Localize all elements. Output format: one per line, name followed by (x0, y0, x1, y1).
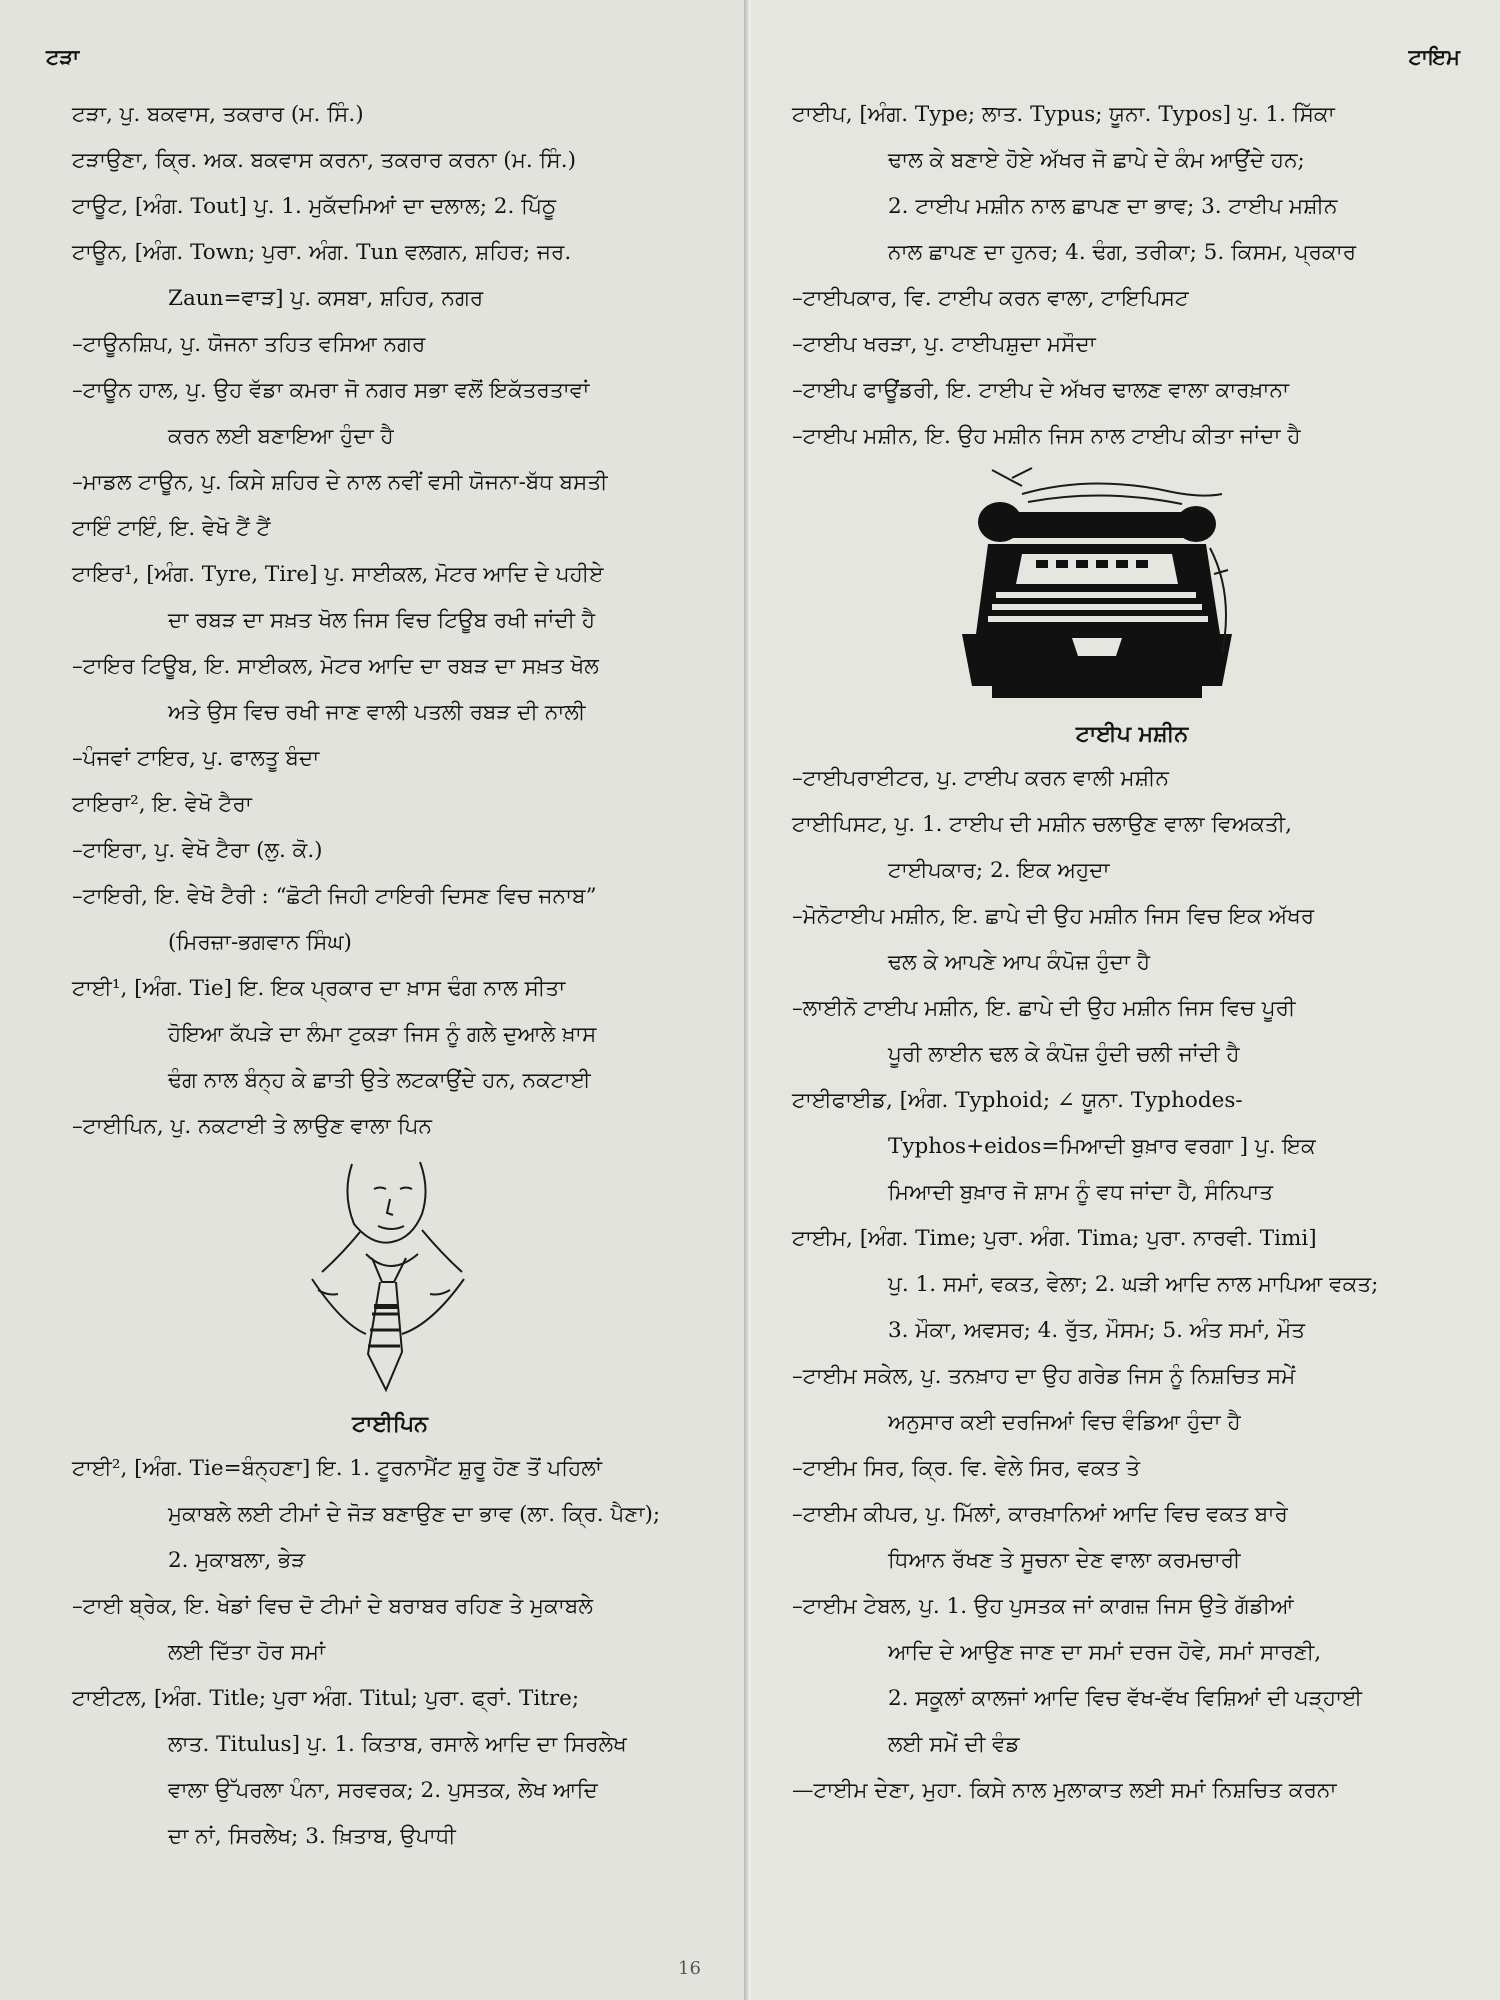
entry-continuation: ਮਿਆਦੀ ਬੁਖ਼ਾਰ ਜੋ ਸ਼ਾਮ ਨੂੰ ਵਧ ਜਾਂਦਾ ਹੈ, ਸੰਨਿਪਾਤ (888, 1180, 1274, 1205)
dictionary-entry (792, 1768, 1472, 1814)
dictionary-entry (72, 322, 708, 368)
dictionary-entry (72, 1584, 708, 1676)
dictionary-entry (72, 368, 708, 460)
entry-continuation: Typhos+eidos=ਮਿਆਦੀ ਬੁਖ਼ਾਰ ਵਰਗਾ ] ਪੁ. ਇਕ (888, 1134, 1316, 1159)
entry-headline: ਟਾਊਟ, [ਅੰਗ. Tout] ਪੁ. 1. ਮੁਕੱਦਮਿਆਂ ਦਾ ਦਲਾਲ; 2. ਪਿੱਠੂ (72, 194, 557, 219)
dictionary-entry (72, 1676, 708, 1860)
dictionary-entry (72, 1446, 708, 1584)
dictionary-entry (72, 736, 708, 782)
dictionary-entry (792, 276, 1472, 322)
entry-headline: –ਟਾਈਪਿਨ, ਪੁ. ਨਕਟਾਈ ਤੇ ਲਾਉਣ ਵਾਲਾ ਪਿਨ (72, 1114, 432, 1139)
right-entries-bottom (792, 756, 1472, 1814)
dictionary-entry (792, 1078, 1472, 1216)
dictionary-entry (792, 1216, 1472, 1354)
entry-continuation: ਕਰਨ ਲਈ ਬਣਾਇਆ ਹੁੰਦਾ ਹੈ (168, 424, 394, 449)
entry-continuation: ਮੁਕਾਬਲੇ ਲਈ ਟੀਮਾਂ ਦੇ ਜੋੜ ਬਣਾਉਣ ਦਾ ਭਾਵ (ਲਾ. ਕ੍ਰਿ. ਪੈਣਾ); (168, 1502, 661, 1527)
entry-headline: ਟਾਇਰ¹, [ਅੰਗ. Tyre, Tire] ਪੁ. ਸਾਈਕਲ, ਮੋਟਰ ਆਦਿ ਦੇ ਪਹੀਏ (72, 562, 604, 587)
dictionary-entry (72, 92, 708, 138)
entry-headline: –ਟਾਇਰੀ, ਇ. ਵੇਖੋ ਟੈਰੀ : “ਛੋਟੀ ਜਿਹੀ ਟਾਇਰੀ ਦਿਸਣ ਵਿਚ ਜਨਾਬ” (72, 884, 597, 909)
entry-headline: ਟਾਈ², [ਅੰਗ. Tie=ਬੰਨ੍ਹਣਾ] ਇ. 1. ਟੂਰਨਾਮੈਂਟ ਸ਼ੁਰੂ ਹੋਣ ਤੋਂ ਪਹਿਲਾਂ (72, 1456, 602, 1481)
entry-headline: –ਟਾਈਮ ਸਕੇਲ, ਪੁ. ਤਨਖ਼ਾਹ ਦਾ ਉਹ ਗਰੇਡ ਜਿਸ ਨੂੰ ਨਿਸ਼ਚਿਤ ਸਮੇਂ (792, 1364, 1296, 1389)
dictionary-entry (72, 1104, 708, 1150)
entry-continuation: ਟਾਈਪਕਾਰ; 2. ਇਕ ਅਹੁਦਾ (888, 858, 1110, 883)
entry-continuation: 2. ਸਕੂਲਾਂ ਕਾਲਜਾਂ ਆਦਿ ਵਿਚ ਵੱਖ-ਵੱਖ ਵਿਸ਼ਿਆਂ ਦੀ ਪੜ੍ਹਾਈ (888, 1686, 1363, 1711)
entry-headline: –ਟਾਈਮ ਕੀਪਰ, ਪੁ. ਮਿੱਲਾਂ, ਕਾਰਖ਼ਾਨਿਆਂ ਆਦਿ ਵਿਚ ਵਕਤ ਬਾਰੇ (792, 1502, 1288, 1527)
entry-headline: ਟਾਈਮ, [ਅੰਗ. Time; ਪੁਰਾ. ਅੰਗ. Tima; ਪੁਰਾ. ਨਾਰਵੀ. Timi] (792, 1226, 1317, 1251)
dictionary-entry (792, 1584, 1472, 1768)
entry-headline: —ਟਾਈਮ ਦੇਣਾ, ਮੁਹਾ. ਕਿਸੇ ਨਾਲ ਮੁਲਾਕਾਤ ਲਈ ਸਮਾਂ ਨਿਸ਼ਚਿਤ ਕਰਨਾ (792, 1778, 1337, 1803)
entry-headline: –ਮੋਨੋਟਾਈਪ ਮਸ਼ੀਨ, ਇ. ਛਾਪੇ ਦੀ ਉਹ ਮਸ਼ੀਨ ਜਿਸ ਵਿਚ ਇਕ ਅੱਖਰ (792, 904, 1315, 929)
entry-headline: –ਟਾਊਨ ਹਾਲ, ਪੁ. ਉਹ ਵੱਡਾ ਕਮਰਾ ਜੋ ਨਗਰ ਸਭਾ ਵਲੋਂ ਇਕੱਤਰਤਾਵਾਂ (72, 378, 590, 403)
dictionary-entry (792, 1446, 1472, 1492)
dictionary-entry (72, 506, 708, 552)
dictionary-entry (72, 552, 708, 644)
typewriter-caption: ਟਾਈਪ ਮਸ਼ੀਨ (1075, 721, 1189, 747)
dictionary-entry (72, 460, 708, 506)
entry-continuation: ਵਾਲਾ ਉੱਪਰਲਾ ਪੰਨਾ, ਸਰਵਰਕ; 2. ਪੁਸਤਕ, ਲੇਖ ਆਦਿ (168, 1778, 598, 1803)
dictionary-entry (792, 414, 1472, 460)
entry-headline: –ਟਾਇਰ ਟਿਊਬ, ਇ. ਸਾਈਕਲ, ਮੋਟਰ ਆਦਿ ਦਾ ਰਬੜ ਦਾ ਸਖ਼ਤ ਖੋਲ (72, 654, 599, 679)
dictionary-entry (792, 802, 1472, 894)
entry-headline: –ਟਾਈਮ ਟੇਬਲ, ਪੁ. 1. ਉਹ ਪੁਸਤਕ ਜਾਂ ਕਾਗਜ਼ ਜਿਸ ਉਤੇ ਗੱਡੀਆਂ (792, 1594, 1294, 1619)
dictionary-entry (792, 92, 1472, 276)
entry-continuation: ਲਈ ਸਮੇਂ ਦੀ ਵੰਡ (888, 1732, 1020, 1757)
entry-headline: –ਟਾਈਪ ਖਰੜਾ, ਪੁ. ਟਾਈਪਸ਼ੁਦਾ ਮਸੌਦਾ (792, 332, 1096, 357)
entry-headline: –ਲਾਈਨੋ ਟਾਈਪ ਮਸ਼ੀਨ, ਇ. ਛਾਪੇ ਦੀ ਉਹ ਮਸ਼ੀਨ ਜਿਸ ਵਿਚ ਪੂਰੀ (792, 996, 1296, 1021)
right-page (752, 0, 1500, 2000)
entry-headline: ਟਾਈਟਲ, [ਅੰਗ. Title; ਪੁਰਾ ਅੰਗ. Titul; ਪੁਰਾ. ਫ੍ਰਾਂ. Titre; (72, 1686, 580, 1711)
entry-headline: –ਟਾਈਪਕਾਰ, ਵਿ. ਟਾਈਪ ਕਰਨ ਵਾਲਾ, ਟਾਇਪਿਸਟ (792, 286, 1189, 311)
dictionary-entry (792, 894, 1472, 986)
entry-continuation: (ਮਿਰਜ਼ਾ-ਭਗਵਾਨ ਸਿੰਘ) (168, 930, 352, 955)
right-running-head: ਟਾਇਮ (1408, 44, 1460, 69)
entry-continuation: ਦਾ ਰਬੜ ਦਾ ਸਖ਼ਤ ਖੋਲ ਜਿਸ ਵਿਚ ਟਿਊਬ ਰਖੀ ਜਾਂਦੀ ਹੈ (168, 608, 596, 633)
entry-continuation: 2. ਮੁਕਾਬਲਾ, ਭੇੜ (168, 1548, 306, 1573)
entry-headline: ਟੜਾ, ਪੁ. ਬਕਵਾਸ, ਤਕਰਾਰ (ਮ. ਸਿੰ.) (72, 102, 364, 127)
left-running-head: ਟੜਾ (46, 44, 80, 69)
entry-headline: –ਟਾਈਪ ਫਾਊਂਡਰੀ, ਇ. ਟਾਈਪ ਦੇ ਅੱਖਰ ਢਾਲਣ ਵਾਲਾ ਕਾਰਖ਼ਾਨਾ (792, 378, 1290, 403)
left-page (0, 0, 748, 2000)
entry-headline: –ਟਾਈਮ ਸਿਰ, ਕ੍ਰਿ. ਵਿ. ਵੇਲੇ ਸਿਰ, ਵਕਤ ਤੇ (792, 1456, 1141, 1481)
dictionary-entry (792, 368, 1472, 414)
entry-continuation: ਦਾ ਨਾਂ, ਸਿਰਲੇਖ; 3. ਖ਼ਿਤਾਬ, ਉਪਾਧੀ (168, 1824, 456, 1849)
entry-continuation: ਲਈ ਦਿੱਤਾ ਹੋਰ ਸਮਾਂ (168, 1640, 326, 1665)
dictionary-entry (72, 184, 708, 230)
left-entries-bottom (72, 1446, 708, 1860)
entry-headline: ਟਾਈਪਿਸਟ, ਪੁ. 1. ਟਾਈਪ ਦੀ ਮਸ਼ੀਨ ਚਲਾਉਣ ਵਾਲਾ ਵਿਅਕਤੀ, (792, 812, 1292, 837)
dictionary-entry (792, 1354, 1472, 1446)
right-column (792, 92, 1472, 1814)
dictionary-entry (72, 782, 708, 828)
entry-headline: ਟਾਊਨ, [ਅੰਗ. Town; ਪੁਰਾ. ਅੰਗ. Tun ਵਲਗਨ, ਸ਼ਹਿਰ; ਜਰ. (72, 240, 572, 265)
entry-headline: –ਮਾਡਲ ਟਾਊਨ, ਪੁ. ਕਿਸੇ ਸ਼ਹਿਰ ਦੇ ਨਾਲ ਨਵੀਂ ਵਸੀ ਯੋਜਨਾ-ਬੱਧ ਬਸਤੀ (72, 470, 608, 495)
dictionary-entry (72, 138, 708, 184)
entry-headline: ਟਾਇੰ ਟਾਇੰ, ਇ. ਵੇਖੋ ਟੈਂ ਟੈਂ (72, 516, 271, 541)
left-column (72, 92, 708, 1860)
entry-continuation: 3. ਮੌਕਾ, ਅਵਸਰ; 4. ਰੁੱਤ, ਮੌਸਮ; 5. ਅੰਤ ਸਮਾਂ, ਮੌਤ (888, 1318, 1306, 1343)
entry-continuation: ਢਾਲ ਕੇ ਬਣਾਏ ਹੋਏ ਅੱਖਰ ਜੋ ਛਾਪੇ ਦੇ ਕੰਮ ਆਉਂਦੇ ਹਨ; (888, 148, 1305, 173)
entry-headline: ਟਾਈਫਾਈਡ, [ਅੰਗ. Typhoid; ∠ ਯੂਨਾ. Typhodes- (792, 1088, 1243, 1113)
entry-headline: ਟਾਈਪ, [ਅੰਗ. Type; ਲਾਤ. Typus; ਯੂਨਾ. Typos] ਪੁ. 1. ਸਿੱਕਾ (792, 102, 1335, 127)
dictionary-entry (72, 230, 708, 322)
entry-continuation: 2. ਟਾਈਪ ਮਸ਼ੀਨ ਨਾਲ ਛਾਪਣ ਦਾ ਭਾਵ; 3. ਟਾਈਪ ਮਸ਼ੀਨ (888, 194, 1338, 219)
entry-continuation: ਢੰਗ ਨਾਲ ਬੰਨ੍ਹ ਕੇ ਛਾਤੀ ਉਤੇ ਲਟਕਾਉਂਦੇ ਹਨ, ਨਕਟਾਈ (168, 1068, 591, 1093)
entry-headline: ਟੜਾਉਣਾ, ਕ੍ਰਿ. ਅਕ. ਬਕਵਾਸ ਕਰਨਾ, ਤਕਰਾਰ ਕਰਨਾ (ਮ. ਸਿੰ.) (72, 148, 576, 173)
typewriter-illustration (792, 464, 1472, 754)
entry-headline: –ਟਾਈਪਰਾਈਟਰ, ਪੁ. ਟਾਈਪ ਕਰਨ ਵਾਲੀ ਮਸ਼ੀਨ (792, 766, 1169, 791)
entry-continuation: ਅਤੇ ਉਸ ਵਿਚ ਰਖੀ ਜਾਣ ਵਾਲੀ ਪਤਲੀ ਰਬੜ ਦੀ ਨਾਲੀ (168, 700, 586, 725)
left-entries-top (72, 92, 708, 1150)
entry-headline: ਟਾਈ¹, [ਅੰਗ. Tie] ਇ. ਇਕ ਪ੍ਰਕਾਰ ਦਾ ਖ਼ਾਸ ਢੰਗ ਨਾਲ ਸੀਤਾ (72, 976, 566, 1001)
entry-continuation: ਨਾਲ ਛਾਪਣ ਦਾ ਹੁਨਰ; 4. ਢੰਗ, ਤਰੀਕਾ; 5. ਕਿਸਮ, ਪ੍ਰਕਾਰ (888, 240, 1357, 265)
typewriter-drawing (952, 464, 1242, 714)
entry-headline: –ਟਾਈਪ ਮਸ਼ੀਨ, ਇ. ਉਹ ਮਸ਼ੀਨ ਜਿਸ ਨਾਲ ਟਾਈਪ ਕੀਤਾ ਜਾਂਦਾ ਹੈ (792, 424, 1301, 449)
tiepin-illustration (72, 1154, 708, 1444)
entry-headline: –ਟਾਈ ਬ੍ਰੇਕ, ਇ. ਖੇਡਾਂ ਵਿਚ ਦੋ ਟੀਮਾਂ ਦੇ ਬਰਾਬਰ ਰਹਿਣ ਤੇ ਮੁਕਾਬਲੇ (72, 1594, 593, 1619)
page-number: 16 (678, 1958, 701, 1979)
dictionary-entry (792, 322, 1472, 368)
dictionary-entry (72, 644, 708, 736)
dictionary-entry (792, 1492, 1472, 1584)
entry-continuation: ਲਾਤ. Titulus] ਪੁ. 1. ਕਿਤਾਬ, ਰਸਾਲੇ ਆਦਿ ਦਾ ਸਿਰਲੇਖ (168, 1732, 627, 1757)
entry-headline: –ਟਾਊਨਸ਼ਿਪ, ਪੁ. ਯੋਜਨਾ ਤਹਿਤ ਵਸਿਆ ਨਗਰ (72, 332, 426, 357)
dictionary-entry (72, 874, 708, 966)
entry-continuation: ਢਲ ਕੇ ਆਪਣੇ ਆਪ ਕੰਪੋਜ਼ ਹੁੰਦਾ ਹੈ (888, 950, 1151, 975)
entry-continuation: ਪੂਰੀ ਲਾਈਨ ਢਲ ਕੇ ਕੰਪੋਜ਼ ਹੁੰਦੀ ਚਲੀ ਜਾਂਦੀ ਹੈ (888, 1042, 1240, 1067)
entry-continuation: ਪੁ. 1. ਸਮਾਂ, ਵਕਤ, ਵੇਲਾ; 2. ਘੜੀ ਆਦਿ ਨਾਲ ਮਾਪਿਆ ਵਕਤ; (888, 1272, 1379, 1297)
entry-headline: –ਟਾਇਰਾ, ਪੁ. ਵੇਖੋ ਟੈਰਾ (ਲੁ. ਕੋ.) (72, 838, 323, 863)
entry-continuation: ਆਦਿ ਦੇ ਆਉਣ ਜਾਣ ਦਾ ਸਮਾਂ ਦਰਜ ਹੋਵੇ, ਸਮਾਂ ਸਾਰਣੀ, (888, 1640, 1322, 1665)
entry-continuation: Zaun=ਵਾੜ] ਪੁ. ਕਸਬਾ, ਸ਼ਹਿਰ, ਨਗਰ (168, 286, 484, 311)
right-entries-top (792, 92, 1472, 460)
tiepin-caption: ਟਾਈਪਿਨ (352, 1411, 428, 1437)
dictionary-entry (72, 966, 708, 1104)
dictionary-entry (792, 756, 1472, 802)
dictionary-entry (72, 828, 708, 874)
entry-headline: –ਪੰਜਵਾਂ ਟਾਇਰ, ਪੁ. ਫਾਲਤੂ ਬੰਦਾ (72, 746, 320, 771)
entry-continuation: ਹੋਇਆ ਕੱਪੜੇ ਦਾ ਲੰਮਾ ਟੁਕੜਾ ਜਿਸ ਨੂੰ ਗਲੇ ਦੁਆਲੇ ਖ਼ਾਸ (168, 1022, 597, 1047)
entry-continuation: ਧਿਆਨ ਰੱਖਣ ਤੇ ਸੂਚਨਾ ਦੇਣ ਵਾਲਾ ਕਰਮਚਾਰੀ (888, 1548, 1241, 1573)
entry-continuation: ਅਨੁਸਾਰ ਕਈ ਦਰਜਿਆਂ ਵਿਚ ਵੰਡਿਆ ਹੁੰਦਾ ਹੈ (888, 1410, 1241, 1435)
dictionary-entry (792, 986, 1472, 1078)
entry-headline: ਟਾਇਰਾ², ਇ. ਵੇਖੋ ਟੈਰਾ (72, 792, 252, 817)
tiepin-drawing (282, 1154, 492, 1404)
